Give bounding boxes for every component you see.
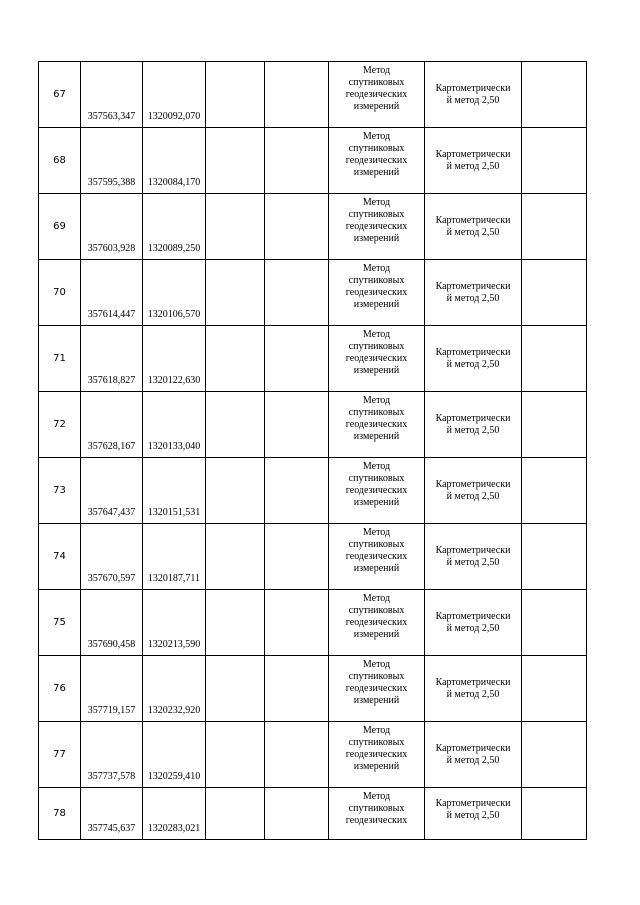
method-text-line: измерений <box>353 167 400 178</box>
empty-cell <box>522 128 587 194</box>
y-coordinate-cell: 1320106,570 <box>143 260 206 326</box>
accuracy-text-line: й метод 2,50 <box>446 688 500 700</box>
method-cell <box>329 458 425 524</box>
empty-cell <box>206 62 265 128</box>
empty-cell <box>522 260 587 326</box>
method-text-line: геодезических <box>345 89 408 100</box>
accuracy-text-line: Картометрически <box>435 412 511 424</box>
method-cell <box>329 524 425 590</box>
empty-cell <box>265 128 329 194</box>
method-text-line: геодезических <box>345 683 408 694</box>
empty-cell <box>522 194 587 260</box>
method-cell <box>329 62 425 128</box>
method-text-line: спутниковых <box>348 803 405 814</box>
empty-cell <box>206 656 265 722</box>
point-number-cell: 74 <box>39 524 81 590</box>
x-coordinate-cell: 357595,388 <box>81 128 143 194</box>
empty-cell <box>206 590 265 656</box>
x-coordinate-cell: 357719,157 <box>81 656 143 722</box>
y-coordinate-cell: 1320283,021 <box>143 788 206 840</box>
table-row <box>39 722 587 788</box>
accuracy-text-line: й метод 2,50 <box>446 490 500 502</box>
method-text-line: спутниковых <box>348 77 405 88</box>
coordinates-table <box>38 61 587 840</box>
method-text-line: измерений <box>353 761 400 772</box>
empty-cell <box>265 194 329 260</box>
x-coordinate-cell: 357563,347 <box>81 62 143 128</box>
empty-cell <box>206 194 265 260</box>
empty-cell <box>206 788 265 840</box>
accuracy-text-line: Картометрически <box>435 742 511 754</box>
method-text-line: Метод <box>362 131 391 142</box>
empty-cell <box>265 722 329 788</box>
empty-cell <box>265 656 329 722</box>
empty-cell <box>206 524 265 590</box>
accuracy-text-line: Картометрически <box>435 544 511 556</box>
empty-cell <box>522 788 587 840</box>
method-text-line: Метод <box>362 593 391 604</box>
method-text-line: Метод <box>362 263 391 274</box>
point-number-cell: 68 <box>39 128 81 194</box>
accuracy-cell <box>425 392 522 458</box>
x-coordinate-cell: 357737,578 <box>81 722 143 788</box>
point-number-cell: 77 <box>39 722 81 788</box>
empty-cell <box>522 458 587 524</box>
method-cell <box>329 590 425 656</box>
point-number-cell: 73 <box>39 458 81 524</box>
point-number-cell: 78 <box>39 788 81 840</box>
method-text-line: спутниковых <box>348 143 405 154</box>
method-text-line: Метод <box>362 461 391 472</box>
empty-cell <box>206 392 265 458</box>
method-text-line: измерений <box>353 629 400 640</box>
x-coordinate-cell: 357647,437 <box>81 458 143 524</box>
accuracy-text-line: й метод 2,50 <box>446 226 500 238</box>
accuracy-cell <box>425 722 522 788</box>
method-cell <box>329 194 425 260</box>
accuracy-cell <box>425 62 522 128</box>
empty-cell <box>265 524 329 590</box>
method-text-line: спутниковых <box>348 671 405 682</box>
empty-cell <box>522 392 587 458</box>
method-text-line: Метод <box>362 197 391 208</box>
method-text-line: Метод <box>362 725 391 736</box>
accuracy-text-line: й метод 2,50 <box>446 810 500 821</box>
method-text-line: измерений <box>353 497 400 508</box>
point-number-cell: 69 <box>39 194 81 260</box>
method-text-line: геодезических <box>345 815 408 826</box>
table-row <box>39 458 587 524</box>
method-text-line: спутниковых <box>348 341 405 352</box>
empty-cell <box>206 458 265 524</box>
empty-cell <box>206 326 265 392</box>
method-text-line: Метод <box>362 659 391 670</box>
method-cell <box>329 326 425 392</box>
accuracy-cell <box>425 326 522 392</box>
accuracy-text-line: Картометрически <box>435 82 511 94</box>
y-coordinate-cell: 1320213,590 <box>143 590 206 656</box>
accuracy-text-line: й метод 2,50 <box>446 292 500 304</box>
method-text-line: спутниковых <box>348 473 405 484</box>
y-coordinate-cell: 1320122,630 <box>143 326 206 392</box>
empty-cell <box>206 128 265 194</box>
accuracy-cell <box>425 590 522 656</box>
method-text-line: геодезических <box>345 155 408 166</box>
method-text-line: измерений <box>353 233 400 244</box>
table-row <box>39 590 587 656</box>
accuracy-cell <box>425 656 522 722</box>
method-text-line: геодезических <box>345 551 408 562</box>
accuracy-cell <box>425 194 522 260</box>
empty-cell <box>265 788 329 840</box>
accuracy-cell <box>425 458 522 524</box>
method-cell <box>329 260 425 326</box>
empty-cell <box>522 590 587 656</box>
method-text-line: геодезических <box>345 419 408 430</box>
accuracy-cell <box>425 788 522 840</box>
method-cell <box>329 788 425 840</box>
method-cell <box>329 392 425 458</box>
method-text-line: геодезических <box>345 221 408 232</box>
empty-cell <box>206 260 265 326</box>
table-row <box>39 656 587 722</box>
table-row <box>39 392 587 458</box>
method-text-line: измерений <box>353 299 400 310</box>
point-number-cell: 71 <box>39 326 81 392</box>
accuracy-text-line: й метод 2,50 <box>446 622 500 634</box>
y-coordinate-cell: 1320084,170 <box>143 128 206 194</box>
y-coordinate-cell: 1320151,531 <box>143 458 206 524</box>
method-text-line: измерений <box>353 365 400 376</box>
table-row <box>39 194 587 260</box>
accuracy-text-line: Картометрически <box>435 148 511 160</box>
accuracy-text-line: й метод 2,50 <box>446 358 500 370</box>
empty-cell <box>265 458 329 524</box>
y-coordinate-cell: 1320232,920 <box>143 656 206 722</box>
accuracy-text-line: Картометрически <box>435 676 511 688</box>
method-cell <box>329 722 425 788</box>
table-body <box>39 62 587 840</box>
accuracy-text-line: Картометрически <box>435 610 511 622</box>
accuracy-text-line: й метод 2,50 <box>446 556 500 568</box>
method-text-line: измерений <box>353 101 400 112</box>
empty-cell <box>522 524 587 590</box>
table-row <box>39 524 587 590</box>
method-text-line: геодезических <box>345 485 408 496</box>
table-row <box>39 128 587 194</box>
method-text-line: Метод <box>362 791 391 802</box>
accuracy-text-line: Картометрически <box>435 346 511 358</box>
empty-cell <box>522 722 587 788</box>
method-text-line: спутниковых <box>348 737 405 748</box>
method-text-line: Метод <box>362 527 391 538</box>
empty-cell <box>265 392 329 458</box>
method-text-line: спутниковых <box>348 605 405 616</box>
method-text-line: геодезических <box>345 287 408 298</box>
empty-cell <box>206 722 265 788</box>
table-row <box>39 326 587 392</box>
method-text-line: спутниковых <box>348 275 405 286</box>
accuracy-text-line: Картометрически <box>435 478 511 490</box>
accuracy-text-line: Картометрически <box>435 280 511 292</box>
method-text-line: спутниковых <box>348 407 405 418</box>
y-coordinate-cell: 1320133,040 <box>143 392 206 458</box>
table-row <box>39 788 587 840</box>
x-coordinate-cell: 357690,458 <box>81 590 143 656</box>
point-number-cell: 72 <box>39 392 81 458</box>
method-text-line: измерений <box>353 431 400 442</box>
accuracy-text-line: Картометрически <box>435 798 511 809</box>
point-number-cell: 75 <box>39 590 81 656</box>
x-coordinate-cell: 357614,447 <box>81 260 143 326</box>
x-coordinate-cell: 357670,597 <box>81 524 143 590</box>
empty-cell <box>265 590 329 656</box>
accuracy-text-line: й метод 2,50 <box>446 754 500 766</box>
empty-cell <box>522 62 587 128</box>
empty-cell <box>522 656 587 722</box>
accuracy-text-line: й метод 2,50 <box>446 160 500 172</box>
accuracy-cell <box>425 128 522 194</box>
method-text-line: Метод <box>362 329 391 340</box>
point-number-cell: 76 <box>39 656 81 722</box>
method-text-line: спутниковых <box>348 209 405 220</box>
accuracy-text-line: й метод 2,50 <box>446 424 500 436</box>
accuracy-text-line: й метод 2,50 <box>446 94 500 106</box>
x-coordinate-cell: 357745,637 <box>81 788 143 840</box>
y-coordinate-cell: 1320259,410 <box>143 722 206 788</box>
method-text-line: измерений <box>353 695 400 706</box>
y-coordinate-cell: 1320089,250 <box>143 194 206 260</box>
method-cell <box>329 128 425 194</box>
empty-cell <box>265 62 329 128</box>
y-coordinate-cell: 1320092,070 <box>143 62 206 128</box>
table-row <box>39 260 587 326</box>
accuracy-cell <box>425 260 522 326</box>
method-text-line: геодезических <box>345 749 408 760</box>
method-text-line: геодезических <box>345 353 408 364</box>
method-text-line: спутниковых <box>348 539 405 550</box>
accuracy-cell <box>425 524 522 590</box>
method-text-line: Метод <box>362 65 391 76</box>
method-text-line: измерений <box>353 563 400 574</box>
method-text-line: Метод <box>362 395 391 406</box>
point-number-cell: 67 <box>39 62 81 128</box>
empty-cell <box>265 260 329 326</box>
method-cell <box>329 656 425 722</box>
x-coordinate-cell: 357603,928 <box>81 194 143 260</box>
x-coordinate-cell: 357628,167 <box>81 392 143 458</box>
point-number-cell: 70 <box>39 260 81 326</box>
table-row <box>39 62 587 128</box>
x-coordinate-cell: 357618,827 <box>81 326 143 392</box>
empty-cell <box>265 326 329 392</box>
y-coordinate-cell: 1320187,711 <box>143 524 206 590</box>
accuracy-text-line: Картометрически <box>435 214 511 226</box>
method-text-line: геодезических <box>345 617 408 628</box>
empty-cell <box>522 326 587 392</box>
